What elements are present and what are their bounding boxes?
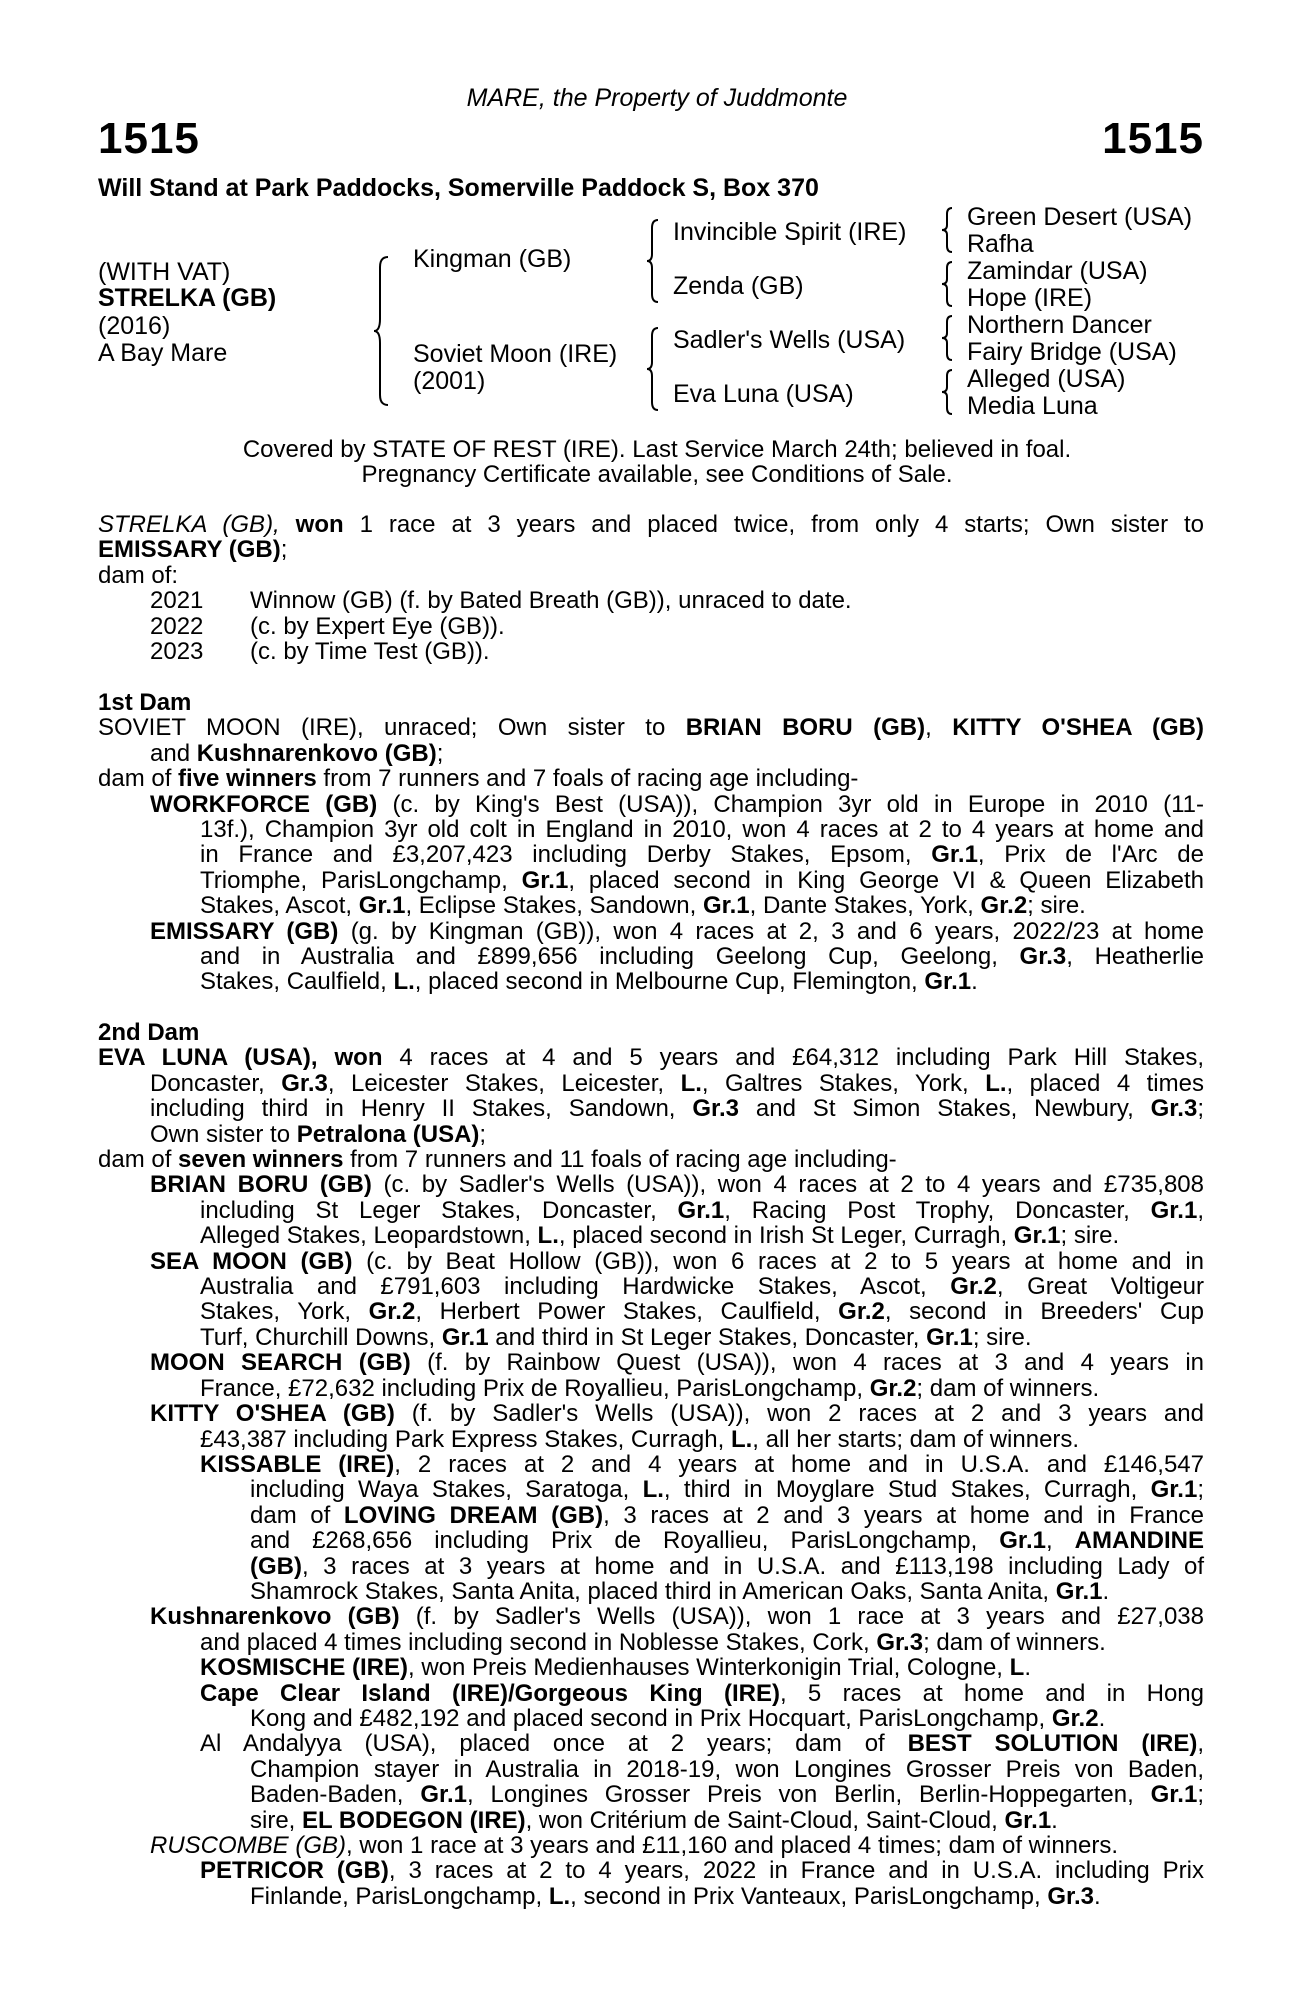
text-segment: , second in Prix Vanteaux, ParisLongchamp, (570, 1882, 1048, 1910)
text-segment: Kong and £482,192 and placed second in Prix Hocquart, ParisLongchamp, (250, 1704, 1052, 1732)
text-segment: Gr.1 (702, 892, 750, 920)
text-segment: . (1024, 1654, 1031, 1682)
stand-location: Will Stand at Park Paddocks, Somerville Paddock S, Box 370 (98, 174, 819, 202)
text-segment: Gr.1 (1055, 1577, 1103, 1605)
dam-name: Soviet Moon (IRE) (413, 340, 618, 368)
text-segment: , all her starts; dam of winners. (752, 1425, 1080, 1453)
text-segment: AMANDINE (1074, 1527, 1204, 1555)
text-line (98, 1706, 1204, 1731)
text-segment: , won Critérium de Saint-Cloud, Saint-Cloud, (525, 1806, 1005, 1834)
produce-text: Winnow (GB) (f. by Bated Breath (GB)), unraced to date. (250, 587, 852, 615)
text-line (98, 944, 1204, 969)
produce-year: 2021 (150, 587, 204, 615)
text-segment: ; (436, 739, 444, 767)
text-segment: WORKFORCE (GB) (150, 790, 378, 818)
text-segment: dam of (250, 1501, 344, 1529)
text-line (98, 1503, 1204, 1528)
text-segment: Gr.3 (876, 1628, 924, 1656)
text-segment: (c. by Sadler's Wells (USA)), won 4 races at 2 to 4 years and £735,808 (371, 1171, 1205, 1199)
intro-line-2 (98, 537, 1204, 562)
fd-line (98, 741, 1204, 766)
text-segment: L. (730, 1425, 753, 1453)
text-segment: . (971, 968, 978, 996)
text-segment: ; (479, 1120, 487, 1148)
text-line (98, 919, 1204, 944)
text-segment: from 7 runners and 7 foals of racing age including- (316, 765, 859, 793)
text-segment: Gr.1 (441, 1323, 489, 1351)
ped-sds: Zamindar (USA) (967, 257, 1148, 285)
produce-row (98, 614, 1204, 639)
text-line (98, 1350, 1204, 1375)
text-segment: Gr.1 (1004, 1806, 1052, 1834)
text-segment: including Waya Stakes, Saratoga, (250, 1476, 643, 1504)
text-line (98, 1299, 1204, 1324)
text-segment: , 3 races at 3 years at home and in U.S.A. and £113,198 including Lady of (301, 1552, 1204, 1580)
moon-search-entry (98, 1350, 1204, 1401)
text-segment: Triomphe, ParisLongchamp, (200, 866, 522, 894)
horse-name: STRELKA (GB) (98, 284, 277, 312)
text-segment: , won Preis Medienhauses Winterkonigin Trial, Cologne, (408, 1654, 1010, 1682)
text-segment: , Dante Stakes, York, (749, 892, 981, 920)
text-segment: , (1045, 1527, 1075, 1555)
text-segment: Alleged Stakes, Leopardstown, (200, 1222, 538, 1250)
text-segment: KISSABLE (IRE) (200, 1450, 395, 1478)
text-segment: , third in Moyglare Stud Stakes, Curragh, (663, 1476, 1151, 1504)
intro-section (98, 512, 1204, 664)
text-segment: EVA LUNA (USA), (98, 1044, 335, 1072)
text-line (98, 1554, 1204, 1579)
text-line (98, 1249, 1204, 1274)
text-segment: , 3 races at 2 and 3 years at home and in France (603, 1501, 1204, 1529)
text-line (98, 1198, 1204, 1223)
text-line (98, 792, 1204, 817)
text-segment: SOVIET MOON (IRE), unraced; Own sister to (98, 714, 686, 742)
text-segment: KITTY O'SHEA (GB) (952, 714, 1204, 742)
text-segment: Gr.1 (1150, 1196, 1198, 1224)
text-line (98, 1604, 1204, 1629)
text-line (98, 1452, 1204, 1477)
text-segment: , placed second in King George VI & Queen Elizabeth (568, 866, 1204, 894)
horse-description: A Bay Mare (98, 339, 228, 367)
text-segment: MOON SEARCH (GB) (150, 1349, 411, 1377)
text-segment: Petralona (USA) (296, 1120, 480, 1148)
text-segment: L (1009, 1654, 1025, 1682)
horse-year: (2016) (98, 312, 171, 340)
intro-line-1 (98, 512, 1204, 537)
text-segment: (f. by Sadler's Wells (USA)), won 2 races at 2 and 3 years and (394, 1400, 1204, 1428)
text-segment: ; dam of winners. (916, 1374, 1100, 1402)
text-segment: Stakes, Caulfield, (200, 968, 394, 996)
text-segment: and in Australia and £899,656 including Geelong Cup, Geelong, (200, 943, 1020, 971)
text-segment: ; sire. (1060, 1222, 1120, 1250)
text-line (98, 817, 1204, 842)
sd-line (98, 1122, 1204, 1147)
text-segment: dam of (98, 1146, 179, 1174)
text-segment: £43,387 including Park Express Stakes, Curragh, (200, 1425, 731, 1453)
ped-dss: Northern Dancer (967, 311, 1152, 339)
text-segment: Gr.1 (1150, 1781, 1198, 1809)
intro-won: won (295, 511, 344, 538)
text-line (98, 1757, 1204, 1782)
text-line (98, 1172, 1204, 1197)
text-segment: , placed 4 times (1006, 1069, 1204, 1097)
text-segment: Gr.1 (924, 968, 972, 996)
text-segment: , Longines Grosser Preis von Berlin, Berlin-Hoppegarten, (467, 1781, 1151, 1809)
covered-line-2: Pregnancy Certificate available, see Conditions of Sale. (361, 461, 953, 488)
cape-clear-entry (98, 1681, 1204, 1732)
text-segment: Gr.1 (677, 1196, 725, 1224)
text-segment: five winners (178, 765, 317, 793)
text-line (98, 1808, 1204, 1833)
text-segment: Gr.3 (1019, 943, 1067, 971)
text-segment: BRIAN BORU (GB) (150, 1171, 372, 1199)
text-line (98, 969, 1204, 994)
text-line (98, 1376, 1204, 1401)
produce-year: 2023 (150, 638, 204, 666)
text-segment: SEA MOON (GB) (150, 1247, 353, 1275)
text-segment: ; (1197, 1095, 1204, 1123)
text-line (98, 1223, 1204, 1248)
text-segment: (f. by Sadler's Wells (USA)), won 1 race at 3 years and £27,038 (399, 1603, 1204, 1631)
text-segment: Cape Clear Island (IRE)/Gorgeous King (IRE) (200, 1679, 780, 1707)
text-segment: sire, (250, 1806, 303, 1834)
text-line (98, 868, 1204, 893)
ped-sss: Green Desert (USA) (967, 203, 1193, 231)
text-segment: (c. by King's Best (USA)), Champion 3yr old in Europe in 2010 (11- (377, 790, 1205, 818)
text-segment: Shamrock Stakes, Santa Anita, placed third in American Oaks, Santa Anita, (250, 1577, 1056, 1605)
text-segment: 13f.), Champion 3yr old colt in England in 2010, won 4 races at 2 to 4 years at home and (200, 816, 1204, 844)
text-segment: Gr.1 (1013, 1222, 1061, 1250)
text-segment: , (1197, 1730, 1204, 1758)
sd-line (98, 1096, 1204, 1121)
covered-line-1: Covered by STATE OF REST (IRE). Last Service March 24th; believed in foal. (242, 436, 1072, 463)
sea-moon-entry (98, 1249, 1204, 1351)
emissary-entry (98, 919, 1204, 995)
text-segment: BRIAN BORU (GB) (685, 714, 926, 742)
text-segment: LOVING DREAM (GB) (343, 1501, 604, 1529)
text-segment: Stakes, York, (200, 1298, 369, 1326)
workforce-entry (98, 792, 1204, 919)
intro-dam-of: dam of: (98, 561, 179, 589)
kushnarenkovo-entry (98, 1604, 1204, 1655)
text-segment: , Great Voltigeur (996, 1273, 1204, 1301)
text-segment: Gr.2 (869, 1374, 917, 1402)
text-line (98, 1782, 1204, 1807)
text-segment: dam of (98, 765, 179, 793)
text-segment: EMISSARY (GB) (150, 917, 339, 945)
text-line (98, 1325, 1204, 1350)
produce-row (98, 639, 1204, 664)
intro-sister: EMISSARY (GB) (98, 536, 281, 564)
text-segment: Gr.1 (931, 841, 978, 869)
fd-line (98, 766, 1204, 791)
text-segment: , placed second in Melbourne Cup, Flemington, (414, 968, 925, 996)
text-line (98, 1579, 1204, 1604)
text-segment: L. (393, 968, 415, 996)
text-line (98, 1731, 1204, 1756)
text-segment: including St Leger Stakes, Doncaster, (200, 1196, 678, 1224)
text-segment: from 7 runners and 11 foals of racing age including- (343, 1146, 897, 1174)
text-line (98, 1630, 1204, 1655)
sire-dam: Zenda (GB) (673, 272, 804, 300)
ped-sdd: Hope (IRE) (967, 284, 1093, 312)
text-line (98, 1401, 1204, 1426)
text-segment: Gr.3 (1047, 1882, 1095, 1910)
brian-boru-entry (98, 1172, 1204, 1248)
kosmische-entry (98, 1655, 1204, 1680)
text-segment: in France and £3,207,423 including Derby Stakes, Epsom, (200, 841, 932, 869)
dd-bracket (940, 368, 956, 418)
text-segment: (g. by Kingman (GB)), won 4 races at 2, 3 and 6 years, 2022/23 at home (338, 917, 1205, 945)
text-segment: 4 races at 4 and 5 years and £64,312 including Park Hill Stakes, (382, 1044, 1204, 1072)
text-segment: , (925, 714, 953, 742)
produce-text: (c. by Expert Eye (GB)). (250, 612, 505, 640)
text-segment: , Prix de l'Arc de (977, 841, 1204, 869)
sd-line (98, 1045, 1204, 1070)
dam-bracket (645, 326, 663, 412)
sire-bracket (645, 218, 663, 304)
al-andalyya-entry (98, 1731, 1204, 1833)
text-segment: . (1102, 1577, 1110, 1605)
text-segment: won (334, 1044, 383, 1072)
text-segment: KITTY O'SHEA (GB) (150, 1400, 395, 1428)
text-segment: Finlande, ParisLongchamp, (250, 1882, 549, 1910)
text-segment: , Eclipse Stakes, Sandown, (405, 892, 703, 920)
text-segment: ; (1197, 1476, 1204, 1504)
text-segment: (GB) (250, 1552, 302, 1580)
sd-line (98, 1071, 1204, 1096)
text-segment: Gr.1 (999, 1527, 1046, 1555)
text-segment: ; (1197, 1781, 1204, 1809)
text-segment: , Racing Post Trophy, Doncaster, (724, 1196, 1151, 1224)
sire-sire: Invincible Spirit (IRE) (673, 218, 907, 246)
ruscombe-entry (98, 1833, 1204, 1858)
kissable-entry (98, 1452, 1204, 1604)
text-segment: Gr.2 (838, 1298, 885, 1326)
text-segment: . (1094, 1882, 1101, 1910)
petricor-entry (98, 1858, 1204, 1909)
text-segment: , (1197, 1196, 1204, 1224)
text-segment: (f. by Rainbow Quest (USA)), won 4 races at 3 and 4 years in (410, 1349, 1205, 1377)
text-line (98, 1477, 1204, 1502)
text-segment: , 3 races at 2 to 4 years, 2022 in France and in U.S.A. including Prix (388, 1857, 1204, 1885)
text-line (98, 1655, 1204, 1680)
sd-line (98, 1147, 1204, 1172)
text-segment: EL BODEGON (IRE) (302, 1806, 526, 1834)
text-segment: BEST SOLUTION (IRE) (907, 1730, 1198, 1758)
text-segment: . (1098, 1704, 1106, 1732)
text-segment: Al Andalyya (USA), placed once at 2 years; dam of (200, 1730, 908, 1758)
first-dam-heading: 1st Dam (98, 689, 192, 716)
text-segment: L. (642, 1476, 664, 1504)
text-segment: Baden-Baden, (250, 1781, 421, 1809)
text-segment: L. (680, 1069, 702, 1097)
second-dam-section (98, 1020, 1204, 1909)
lot-number-left: 1515 (98, 114, 200, 163)
text-segment: , second in Breeders' Cup (884, 1298, 1204, 1326)
text-segment: and £268,656 including Prix de Royallieu, ParisLongchamp, (250, 1527, 1000, 1555)
text-segment: and placed 4 times including second in Noblesse Stakes, Cork, (200, 1628, 877, 1656)
text-segment: Gr.3 (1150, 1095, 1198, 1123)
text-segment: (c. by Beat Hollow (GB)), won 6 races at 2 to 5 years at home and in (352, 1247, 1205, 1275)
text-segment: Gr.2 (950, 1273, 997, 1301)
text-segment: , 2 races at 2 and 4 years at home and in U.S.A. and £146,547 (394, 1450, 1204, 1478)
intro-text: 1 race at 3 years and placed twice, from only 4 starts; Own sister to (359, 511, 1204, 538)
text-segment: Australia and £791,603 including Hardwicke Stakes, Ascot, (200, 1273, 951, 1301)
text-line (98, 1681, 1204, 1706)
text-segment: , Herbert Power Stakes, Caulfield, (415, 1298, 839, 1326)
text-segment: Stakes, Ascot, (200, 892, 359, 920)
text-segment: ; sire. (1027, 892, 1086, 920)
text-segment: ; dam of winners. (923, 1628, 1106, 1656)
page-subtitle: MARE, the Property of Juddmonte (466, 84, 848, 112)
text-segment: L. (548, 1882, 571, 1910)
text-line (98, 1274, 1204, 1299)
ped-dds: Alleged (USA) (967, 365, 1126, 393)
dam-year: (2001) (413, 367, 486, 395)
ds-bracket (940, 314, 956, 364)
text-segment: KOSMISCHE (IRE) (200, 1654, 409, 1682)
text-segment: , Leicester Stakes, Leicester, (327, 1069, 681, 1097)
text-segment: and (150, 739, 197, 767)
kitty-oshea-entry (98, 1401, 1204, 1452)
text-segment: , Galtres Stakes, York, (701, 1069, 986, 1097)
fd-line (98, 715, 1204, 740)
text-segment: PETRICOR (GB) (200, 1857, 389, 1885)
text-segment: Kushnarenkovo (GB) (196, 739, 437, 767)
text-segment: Doncaster, (150, 1069, 282, 1097)
text-segment: Champion stayer in Australia in 2018-19, won Longines Grosser Preis von Baden, (250, 1755, 1204, 1783)
text-segment: Kushnarenkovo (GB) (150, 1603, 400, 1631)
text-segment: , won 1 race at 3 years and £11,160 and placed 4 times; dam of winners. (346, 1832, 1119, 1859)
ped-dsd: Fairy Bridge (USA) (967, 338, 1177, 366)
dam-sire: Sadler's Wells (USA) (673, 326, 906, 354)
text-segment: , Heatherlie (1066, 943, 1204, 971)
second-dam-heading: 2nd Dam (98, 1019, 200, 1046)
intro-semi: ; (280, 536, 288, 564)
text-segment: , placed second in Irish St Leger, Curragh, (558, 1222, 1014, 1250)
text-line (98, 1858, 1204, 1883)
lot-number-right: 1515 (1102, 114, 1204, 163)
ss-bracket (940, 206, 956, 256)
vat-note: (WITH VAT) (98, 258, 231, 286)
text-segment: L. (985, 1069, 1007, 1097)
sire-name: Kingman (GB) (413, 245, 572, 273)
text-segment: , 5 races at home and in Hong (779, 1679, 1204, 1707)
text-segment: Gr.3 (281, 1069, 328, 1097)
text-segment: Gr.2 (368, 1298, 416, 1326)
first-dam-section (98, 690, 1204, 995)
text-line (98, 1833, 1204, 1858)
text-line (98, 842, 1204, 867)
text-line (98, 1884, 1204, 1909)
text-segment: Gr.3 (692, 1095, 740, 1123)
text-segment: Gr.1 (1150, 1476, 1198, 1504)
text-segment: including third in Henry II Stakes, Sandown, (150, 1095, 693, 1123)
text-segment: L. (537, 1222, 559, 1250)
produce-year: 2022 (150, 612, 204, 640)
dam-dam: Eva Luna (USA) (673, 380, 854, 408)
text-line (98, 1528, 1204, 1553)
text-line (98, 1427, 1204, 1452)
text-segment: Gr.1 (521, 866, 569, 894)
text-segment: RUSCOMBE (GB) (150, 1832, 347, 1859)
text-segment: Gr.1 (926, 1323, 973, 1351)
text-segment: Gr.2 (1051, 1704, 1099, 1732)
text-segment: Gr.2 (980, 892, 1028, 920)
main-bracket (372, 255, 394, 407)
text-segment: seven winners (178, 1146, 344, 1174)
text-segment: ; sire. (972, 1323, 1032, 1351)
text-line (98, 893, 1204, 918)
ped-ssd: Rafha (967, 230, 1034, 258)
text-segment: and St Simon Stakes, Newbury, (739, 1095, 1151, 1123)
text-segment: Gr.1 (358, 892, 406, 920)
intro-name: STRELKA (GB), (98, 511, 280, 538)
text-segment: Gr.1 (420, 1781, 468, 1809)
text-segment: France, £72,632 including Prix de Royallieu, ParisLongchamp, (200, 1374, 870, 1402)
text-segment: Turf, Churchill Downs, (200, 1323, 442, 1351)
text-segment: . (1051, 1806, 1058, 1834)
text-segment: and third in St Leger Stakes, Doncaster, (488, 1323, 927, 1351)
produce-text: (c. by Time Test (GB)). (250, 638, 490, 666)
produce-row (98, 588, 1204, 613)
text-segment: Own sister to (150, 1120, 297, 1148)
ped-ddd: Media Luna (967, 392, 1098, 420)
sd-bracket (940, 260, 956, 310)
